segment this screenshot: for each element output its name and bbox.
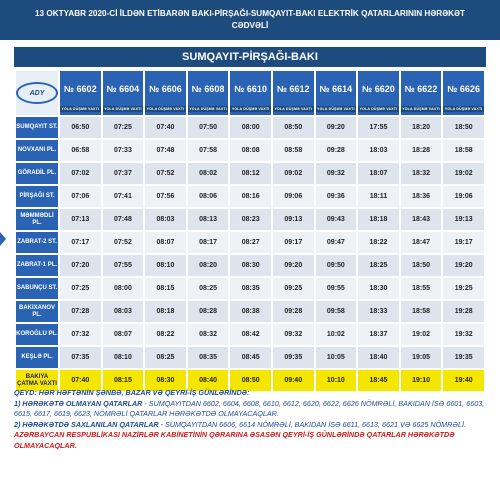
time-cell: 09:20 [316, 117, 357, 138]
time-cell: 06:50 [60, 117, 101, 138]
train-number: № 6626 [447, 84, 480, 94]
time-cell: 08:18 [145, 301, 186, 322]
train-header [103, 71, 144, 115]
arrival-time-cell: 08:15 [103, 370, 144, 391]
table-row [16, 186, 484, 207]
arrival-time-cell: 19:10 [401, 370, 442, 391]
time-cell: 08:32 [188, 324, 229, 345]
time-cell: 08:00 [230, 117, 271, 138]
station-name: PİRŞAĞI ST. [16, 186, 58, 207]
time-cell: 07:37 [103, 163, 144, 184]
time-cell: 08:10 [145, 255, 186, 276]
table-row [16, 163, 484, 184]
table-row [16, 140, 484, 161]
train-number: № 6620 [362, 84, 395, 94]
train-header [145, 71, 186, 115]
time-cell: 10:05 [316, 347, 357, 368]
train-number: № 6602 [64, 84, 97, 94]
time-cell: 09:50 [316, 255, 357, 276]
time-cell: 07:25 [103, 117, 144, 138]
time-cell: 09:47 [316, 232, 357, 253]
train-departure-note: YOLA DÜŞMƏ VAXTI [317, 107, 355, 111]
time-cell: 18:07 [358, 163, 399, 184]
arrival-time-cell: 07:40 [60, 370, 101, 391]
time-cell: 18:37 [358, 324, 399, 345]
time-cell: 07:48 [103, 209, 144, 230]
title-spacer [0, 40, 500, 47]
notes-section [14, 388, 486, 451]
time-cell: 08:08 [230, 140, 271, 161]
train-header [273, 71, 314, 115]
time-cell: 07:06 [60, 186, 101, 207]
train-number: № 6614 [319, 84, 353, 94]
train-header [401, 71, 442, 115]
time-cell: 18:03 [358, 140, 399, 161]
station-name: SABUNÇU ST. [16, 278, 58, 299]
time-cell: 07:56 [145, 186, 186, 207]
time-cell: 09:35 [273, 347, 314, 368]
arrival-time-cell: 08:40 [188, 370, 229, 391]
time-cell: 07:58 [188, 140, 229, 161]
notes-heading: QEYD: HƏR HƏFTƏNİN ŞƏNBƏ, BAZAR VƏ QEYRİ-İŞ GÜNLƏRİNDƏ: [14, 388, 250, 397]
time-cell: 19:28 [443, 301, 484, 322]
train-header [443, 71, 484, 115]
train-departure-note: YOLA DÜŞMƏ VAXTI [104, 107, 142, 111]
time-cell: 07:32 [60, 324, 101, 345]
time-cell: 08:25 [188, 278, 229, 299]
time-cell: 08:07 [145, 232, 186, 253]
time-cell: 07:25 [60, 278, 101, 299]
time-cell: 08:20 [188, 255, 229, 276]
train-departure-note: YOLA DÜŞMƏ VAXTI [444, 107, 483, 111]
time-cell: 19:13 [443, 209, 484, 230]
time-cell: 18:58 [443, 140, 484, 161]
time-cell: 19:32 [443, 324, 484, 345]
arrival-time-cell: 08:50 [230, 370, 271, 391]
train-header [60, 71, 101, 115]
arrival-label: BAKIYA ÇATMA VAXTI [16, 370, 58, 391]
table-row [16, 278, 484, 299]
time-cell: 08:06 [188, 186, 229, 207]
station-name: SUMQAYIT ST. [16, 117, 58, 138]
ady-logo: ADY [16, 82, 58, 104]
time-cell: 07:02 [60, 163, 101, 184]
time-cell: 18:36 [401, 186, 442, 207]
time-cell: 08:15 [145, 278, 186, 299]
train-header [188, 71, 229, 115]
time-cell: 08:16 [230, 186, 271, 207]
time-cell: 08:28 [188, 301, 229, 322]
time-cell: 10:02 [316, 324, 357, 345]
time-cell: 09:17 [273, 232, 314, 253]
timetable-body [16, 117, 484, 391]
time-cell: 09:32 [316, 163, 357, 184]
time-cell: 08:12 [230, 163, 271, 184]
train-departure-note: YOLA DÜŞMƏ VAXTI [231, 107, 270, 111]
time-cell: 08:22 [145, 324, 186, 345]
time-cell: 09:32 [273, 324, 314, 345]
arrival-time-cell: 19:40 [443, 370, 484, 391]
time-cell: 19:02 [401, 324, 442, 345]
time-cell: 08:27 [230, 232, 271, 253]
train-departure-note: YOLA DÜŞMƏ VAXTI [189, 107, 227, 111]
station-name: ZABRAT-2 ST. [16, 232, 58, 253]
time-cell: 09:36 [316, 186, 357, 207]
station-name: MƏMMƏDLİ PL. [16, 209, 58, 230]
time-cell: 19:05 [401, 347, 442, 368]
time-cell: 07:55 [103, 255, 144, 276]
time-cell: 09:28 [273, 301, 314, 322]
train-number: № 6610 [234, 84, 267, 94]
time-cell: 18:43 [401, 209, 442, 230]
time-cell: 07:35 [60, 347, 101, 368]
table-row [16, 301, 484, 322]
time-cell: 18:50 [401, 255, 442, 276]
notes-warning: AZƏRBAYCAN RESPUBLİKASI NAZİRLƏR KABİNETİNİN QƏRARINA ƏSASƏN QEYRİ-İŞ GÜNLƏRİNDƏ QATARLAR HƏRƏKƏTDƏ OLMAYACAQLAR. [14, 430, 455, 450]
time-cell: 18:18 [358, 209, 399, 230]
time-cell: 18:50 [443, 117, 484, 138]
arrival-time-cell: 08:30 [145, 370, 186, 391]
time-cell: 07:41 [103, 186, 144, 207]
route-banner: SUMQAYIT-PİRŞAĞI-BAKI [14, 47, 486, 67]
time-cell: 18:47 [401, 232, 442, 253]
time-cell: 07:28 [60, 301, 101, 322]
train-number: № 6612 [276, 84, 310, 94]
time-cell: 08:07 [103, 324, 144, 345]
train-number: № 6622 [404, 84, 438, 94]
time-cell: 08:45 [230, 347, 271, 368]
train-departure-note: YOLA DÜŞMƏ VAXTI [359, 107, 398, 111]
time-cell: 09:28 [316, 140, 357, 161]
time-cell: 09:20 [273, 255, 314, 276]
train-header [230, 71, 271, 115]
train-departure-note: YOLA DÜŞMƏ VAXTI [146, 107, 185, 111]
time-cell: 07:20 [60, 255, 101, 276]
table-row [16, 209, 484, 230]
station-name: BAKIXANOV PL. [16, 301, 58, 322]
time-cell: 08:03 [145, 209, 186, 230]
time-cell: 19:25 [443, 278, 484, 299]
time-cell: 08:35 [230, 278, 271, 299]
time-cell: 19:35 [443, 347, 484, 368]
time-cell: 07:40 [145, 117, 186, 138]
notes-line-1: 1) HƏRƏKƏTƏ OLMAYAN QATARLAR - SUMQAYITDAN 6602, 6604, 6608, 6610, 6612, 6620, 6622, 6626 NÖMRƏLİ, BAKIDAN İSƏ 6601, 6603, 6615, 6617, 6619, 6623, NÖMRƏLİ QATARLAR HƏRƏKƏTDƏ OLMAYACAQLAR. [14, 398, 485, 418]
train-departure-note: YOLA DÜŞMƏ VAXTI [402, 107, 440, 111]
side-arrow-icon [0, 232, 6, 246]
time-cell: 09:25 [273, 278, 314, 299]
time-cell: 18:40 [358, 347, 399, 368]
time-cell: 19:02 [443, 163, 484, 184]
table-row [16, 347, 484, 368]
train-departure-note: YOLA DÜŞMƏ VAXTI [274, 107, 313, 111]
table-row [16, 324, 484, 345]
train-number: № 6604 [106, 84, 140, 94]
time-cell: 07:50 [188, 117, 229, 138]
time-cell: 09:58 [316, 301, 357, 322]
time-cell: 07:33 [103, 140, 144, 161]
arrival-time-cell: 10:10 [316, 370, 357, 391]
time-cell: 18:20 [401, 117, 442, 138]
time-cell: 07:52 [103, 232, 144, 253]
time-cell: 08:50 [273, 117, 314, 138]
time-cell: 08:38 [230, 301, 271, 322]
time-cell: 08:58 [273, 140, 314, 161]
time-cell: 09:43 [316, 209, 357, 230]
time-cell: 18:30 [358, 278, 399, 299]
time-cell: 19:06 [443, 186, 484, 207]
notes-line-2: 2) HƏRƏKƏTDƏ SAXLANILAN QATARLAR - SUMQAYITDAN 6606, 6614 NÖMRƏLİ, BAKIDAN İSƏ 6611, 6613, 6621 VƏ 6625 NÖMRƏLİ. [14, 419, 466, 429]
train-header [316, 71, 357, 115]
train-header [358, 71, 399, 115]
time-cell: 09:55 [316, 278, 357, 299]
time-cell: 08:17 [188, 232, 229, 253]
time-cell: 07:13 [60, 209, 101, 230]
time-cell: 18:28 [401, 140, 442, 161]
time-cell: 18:55 [401, 278, 442, 299]
time-cell: 18:25 [358, 255, 399, 276]
time-cell: 17:55 [358, 117, 399, 138]
train-departure-note: YOLA DÜŞMƏ VAXTI [61, 107, 100, 111]
train-number: № 6608 [191, 84, 225, 94]
table-row [16, 255, 484, 276]
station-name: KOROĞLU PL. [16, 324, 58, 345]
time-cell: 07:17 [60, 232, 101, 253]
time-cell: 18:32 [401, 163, 442, 184]
time-cell: 18:11 [358, 186, 399, 207]
time-cell: 07:52 [145, 163, 186, 184]
table-row [16, 117, 484, 138]
time-cell: 09:02 [273, 163, 314, 184]
station-name: NOVXANI PL. [16, 140, 58, 161]
time-cell: 08:02 [188, 163, 229, 184]
time-cell: 08:13 [188, 209, 229, 230]
time-cell: 19:20 [443, 255, 484, 276]
time-cell: 08:03 [103, 301, 144, 322]
time-cell: 08:35 [188, 347, 229, 368]
time-cell: 19:17 [443, 232, 484, 253]
time-cell: 18:22 [358, 232, 399, 253]
station-name: GÖRADİL PL. [16, 163, 58, 184]
time-cell: 06:58 [60, 140, 101, 161]
time-cell: 08:25 [145, 347, 186, 368]
page-title: 13 OKTYABR 2020-Cİ İLDƏN ETİBARƏN BAKI-PİRŞAĞI-SUMQAYIT-BAKI ELEKTRİK QATARLARININ HƏRƏKƏT CƏDVƏLİ [0, 0, 500, 40]
station-name: KEŞLƏ PL. [16, 347, 58, 368]
time-cell: 08:23 [230, 209, 271, 230]
time-cell: 08:00 [103, 278, 144, 299]
logo-cell [16, 71, 58, 115]
time-cell: 08:42 [230, 324, 271, 345]
time-cell: 09:06 [273, 186, 314, 207]
table-row [16, 232, 484, 253]
arrival-time-cell: 18:45 [358, 370, 399, 391]
time-cell: 09:13 [273, 209, 314, 230]
arrival-time-cell: 09:40 [273, 370, 314, 391]
timetable [14, 69, 486, 393]
header-row [16, 71, 484, 115]
time-cell: 18:33 [358, 301, 399, 322]
time-cell: 07:48 [145, 140, 186, 161]
time-cell: 08:30 [230, 255, 271, 276]
time-cell: 18:58 [401, 301, 442, 322]
train-number: № 6606 [149, 84, 182, 94]
time-cell: 08:10 [103, 347, 144, 368]
station-name: ZABRAT-1 PL. [16, 255, 58, 276]
